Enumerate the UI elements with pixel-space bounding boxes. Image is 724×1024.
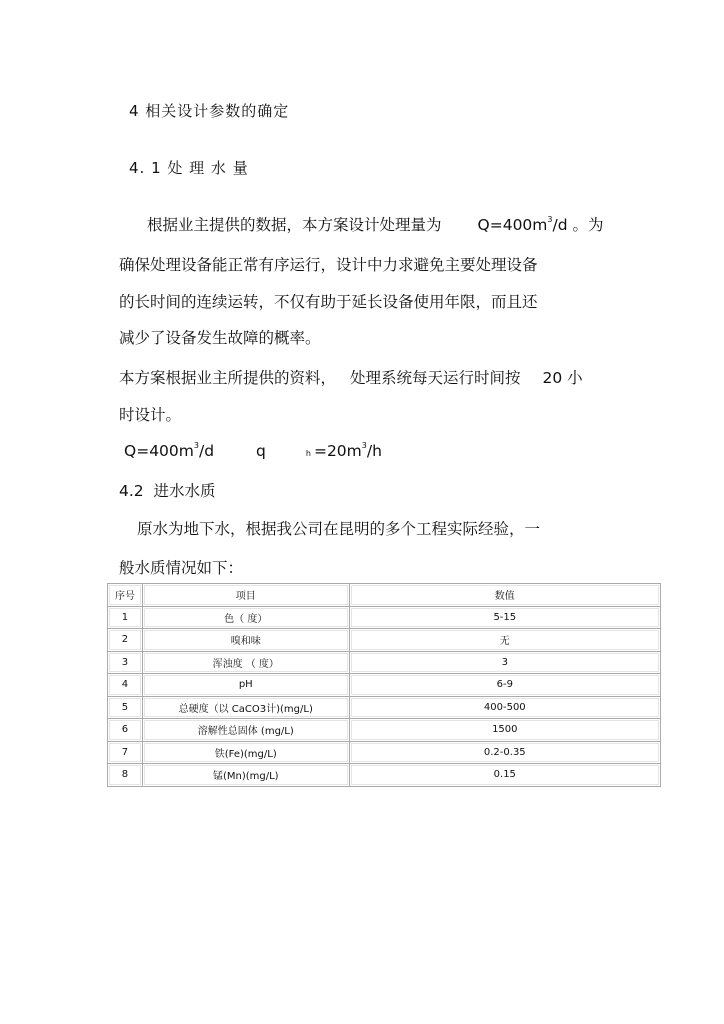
cell-item: 色（ 度） [142,606,349,629]
para1-line1-text: 根据业主提供的数据，本方案设计处理量为 [147,216,442,234]
para1-line2: 确保处理设备能正常有序运行，设计中力求避免主要处理设备 [119,256,538,274]
para2-line1: 本方案根据业主所提供的资料， 处理系统每天运行时间按 20 小 [119,369,583,387]
table-row [108,629,661,652]
cell-index: 8 [108,764,143,787]
table-row [108,719,661,742]
para2-line2: 时设计。 [119,406,182,424]
section-4-heading: 4 相关设计参数的确定 [129,102,290,120]
table-row [108,606,661,629]
section-4-2-line1: 原水为地下水，根据我公司在昆明的多个工程实际经验，一 [137,520,541,538]
section-4-2-line2: 般水质情况如下： [119,559,244,577]
cell-item: pH [142,674,349,697]
section-4-2-heading: 4.2 进水水质 [119,482,216,500]
table-header-row [108,584,661,607]
cell-index: 4 [108,674,143,697]
cell-value: 3 [349,651,660,674]
para1-line4: 减少了设备发生故障的概率。 [119,329,321,347]
cell-index: 1 [108,606,143,629]
cell-item: 浑浊度 （ 度） [142,651,349,674]
cell-value: 6-9 [349,674,660,697]
cell-index: 3 [108,651,143,674]
cell-item: 总硬度（以 CaCO3计)(mg/L) [142,696,349,719]
cell-index: 7 [108,741,143,764]
cell-value: 0.15 [349,764,660,787]
cell-value: 400-500 [349,696,660,719]
cell-value: 1500 [349,719,660,742]
para1-line1 [147,213,603,235]
cell-value: 无 [349,629,660,652]
cell-item: 锰(Mn)(mg/L) [142,764,349,787]
para1-line3: 的长时间的连续运转，不仅有助于延长设备使用年限，而且还 [119,293,538,311]
cell-value: 5-15 [349,606,660,629]
table-row [108,741,661,764]
flow-formula-inline: $Q=400m^3/d$ 。为 [477,215,604,234]
cell-item: 溶解性总固体 (mg/L) [142,719,349,742]
header-value: 数值 [349,584,660,607]
cell-index: 6 [108,719,143,742]
cell-item: 铁(Fe)(mg/L) [142,741,349,764]
flow-formula: $Q=400m^3/d$ q $h =20m^3/h$ [124,441,382,460]
cell-item: 嗅和味 [142,629,349,652]
table-row [108,651,661,674]
cell-value: 0.2-0.35 [349,741,660,764]
cell-index: 2 [108,629,143,652]
header-index: 序号 [108,584,143,607]
cell-index: 5 [108,696,143,719]
table-row [108,764,661,787]
table-row [108,674,661,697]
header-item: 项目 [142,584,349,607]
table-row [108,696,661,719]
water-quality-table [107,583,661,787]
section-4-1-heading: 4. 1 处 理 水 量 [129,159,249,177]
